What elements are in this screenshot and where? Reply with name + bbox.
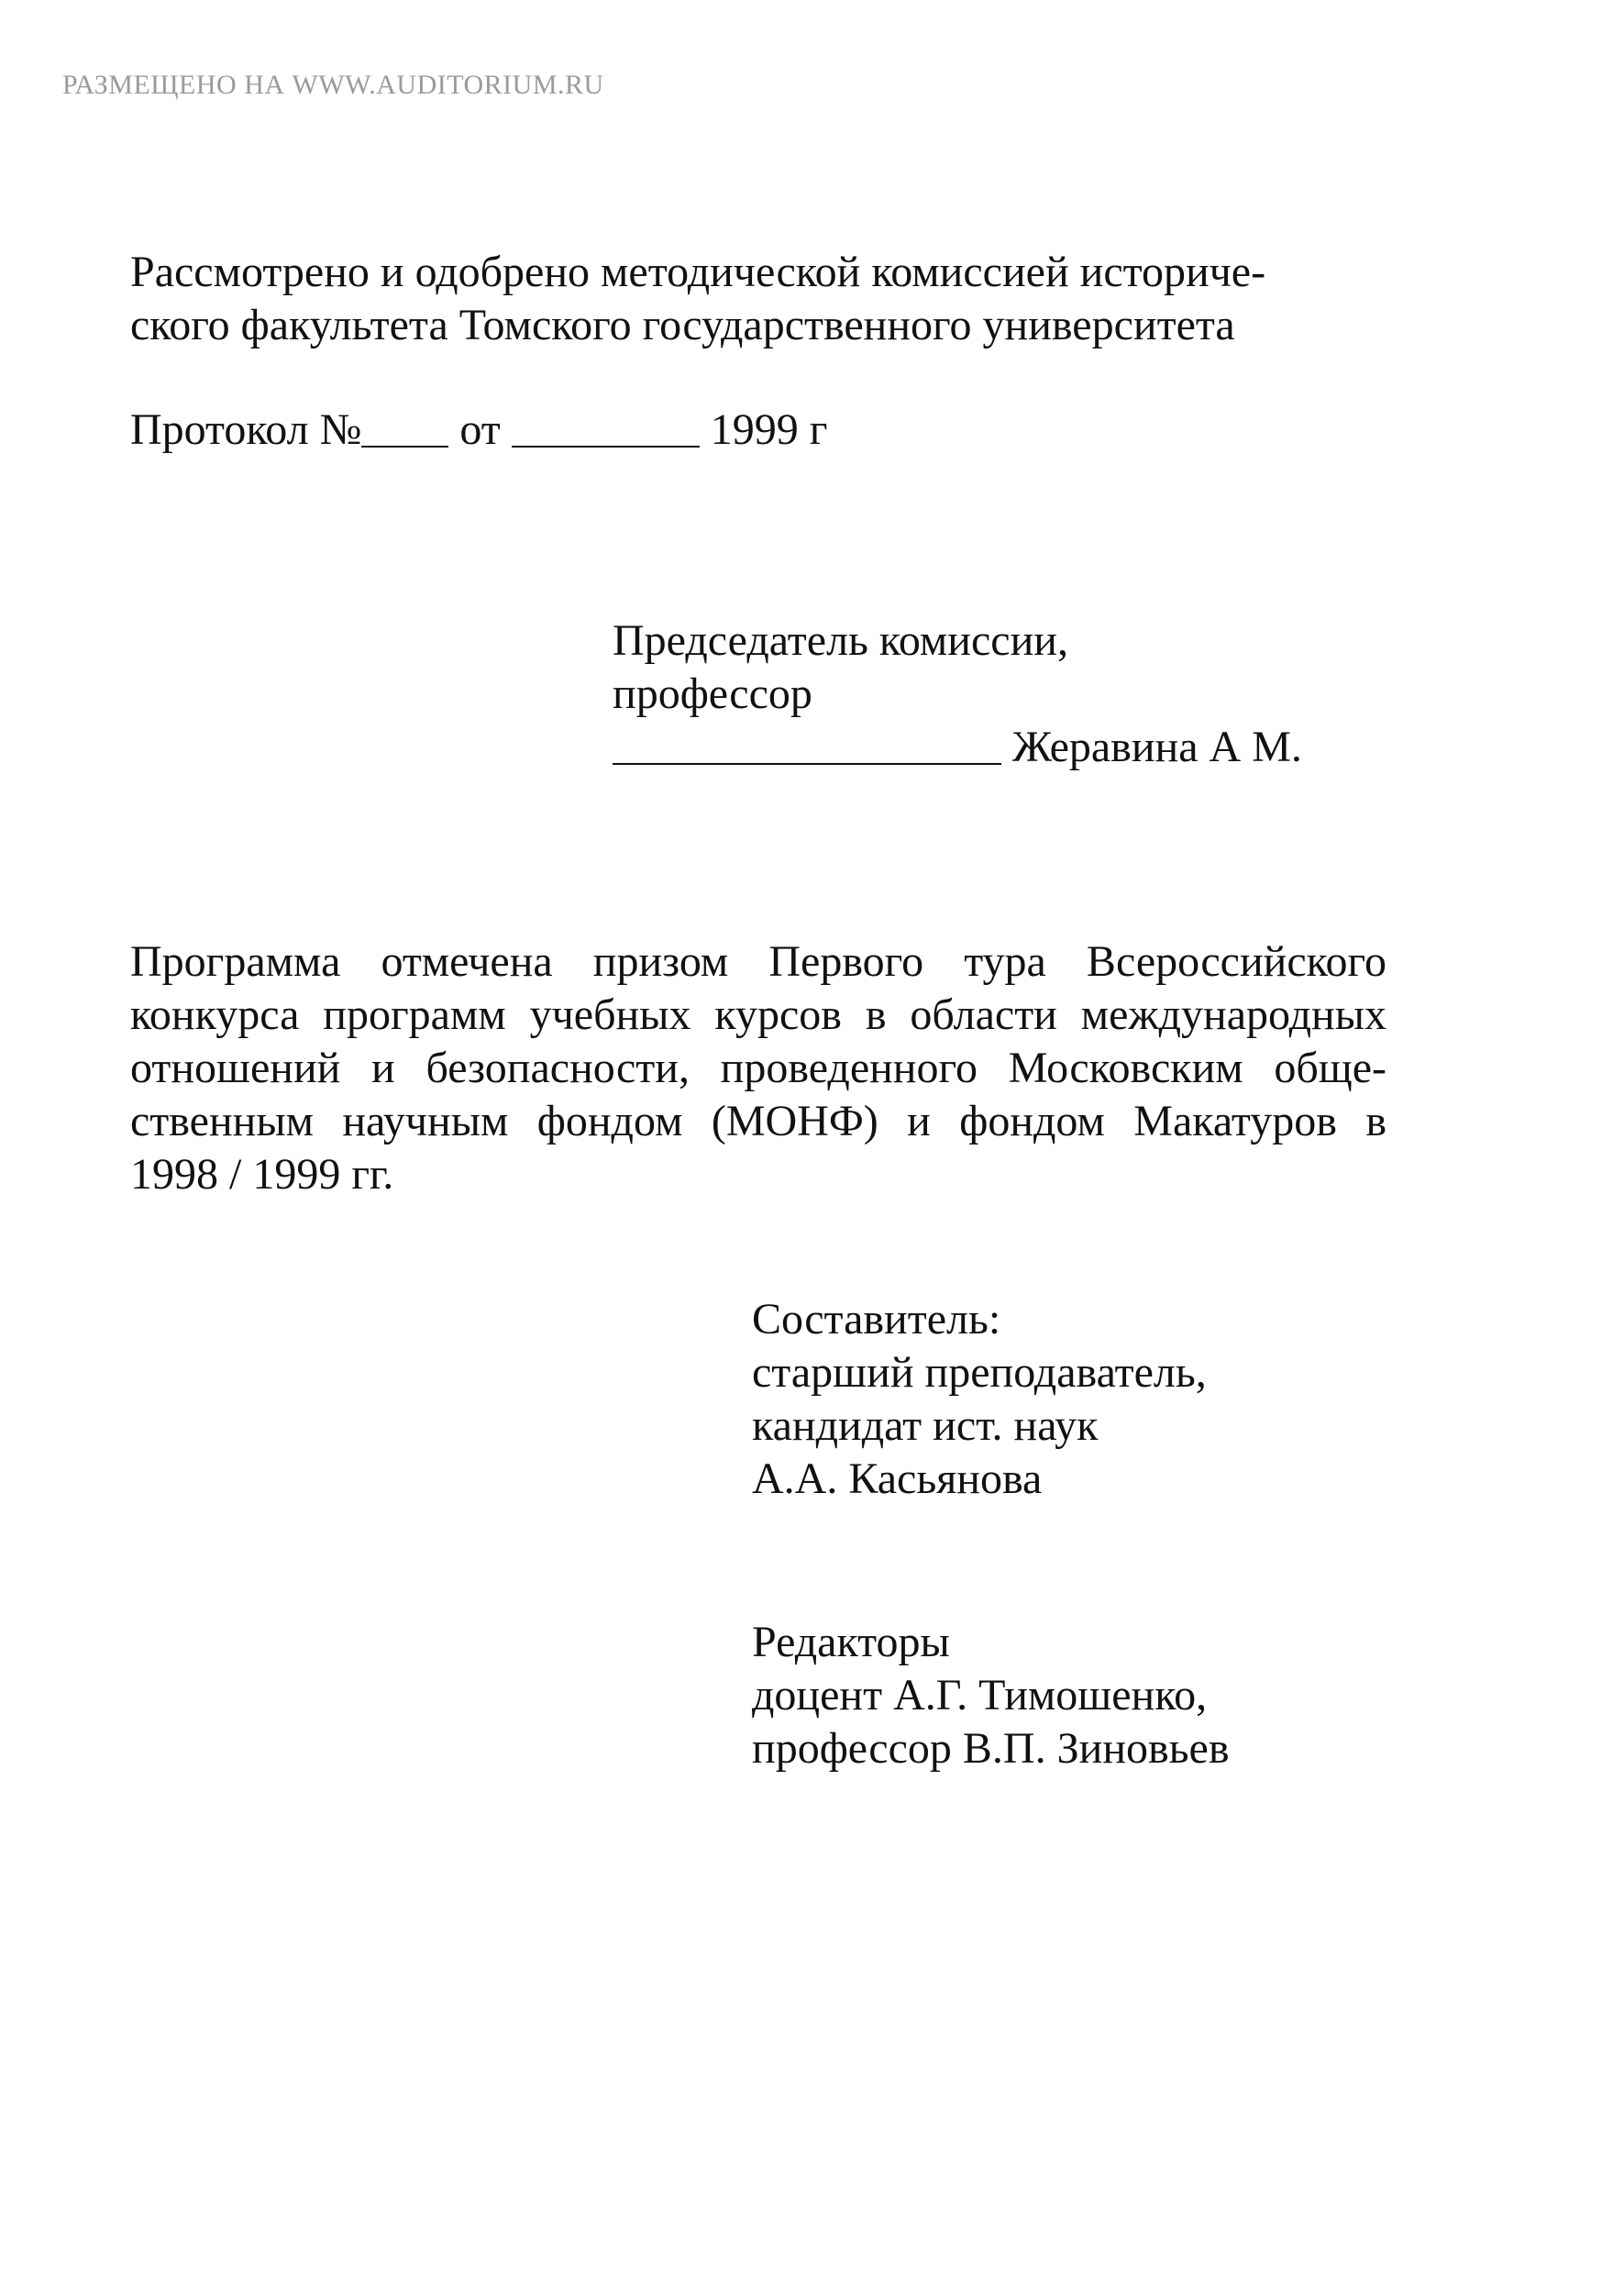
editors-heading: Редакторы [752, 1618, 950, 1666]
prize-line-3: отношений и безопасности, проведенного Московским обще- [130, 1044, 1386, 1092]
compiler-position: старший преподаватель, [752, 1348, 1207, 1397]
editors-block [752, 1616, 1230, 1775]
compiler-block [752, 1293, 1207, 1506]
signature-blank [613, 763, 1001, 765]
protocol-prefix: Протокол № [130, 405, 362, 454]
compiler-heading: Составитель: [752, 1295, 1001, 1344]
protocol-from-word: от [459, 405, 501, 454]
editor-1: доцент А.Г. Тимошенко, [752, 1671, 1208, 1720]
protocol-date-blank [512, 446, 700, 448]
protocol-number-blank [361, 446, 448, 448]
protocol-year: 1999 г [710, 405, 828, 454]
chair-rank: профессор [613, 669, 812, 718]
chair-title: Председатель комиссии, [613, 616, 1068, 665]
prize-line-4: ственным научным фондом (МОНФ) и фондом Макатуров в [130, 1097, 1386, 1145]
protocol-line [130, 404, 827, 457]
approval-statement [130, 246, 1265, 352]
chair-name: Жеравина А М. [1012, 723, 1302, 771]
approval-line-1: Рассмотрено и одобрено методической комиссией историче- [130, 248, 1266, 296]
prize-paragraph [130, 935, 1386, 1201]
compiler-degree: кандидат ист. наук [752, 1401, 1099, 1450]
prize-line-1: Программа отмечена призом Первого тура Всероссийского [130, 937, 1386, 986]
chair-signature-block [613, 614, 1302, 774]
editor-2: профессор В.П. Зиновьев [752, 1724, 1230, 1773]
compiler-name: А.А. Касьянова [752, 1454, 1043, 1503]
chair-signature-line [613, 721, 1302, 774]
prize-line-5: 1998 / 1999 гг. [130, 1150, 394, 1199]
prize-line-2: конкурса программ учебных курсов в области международных [130, 990, 1386, 1039]
watermark: РАЗМЕЩЕНО НА WWW.AUDITORIUM.RU [62, 70, 604, 100]
approval-line-2: ского факультета Томского государственного университета [130, 301, 1235, 349]
